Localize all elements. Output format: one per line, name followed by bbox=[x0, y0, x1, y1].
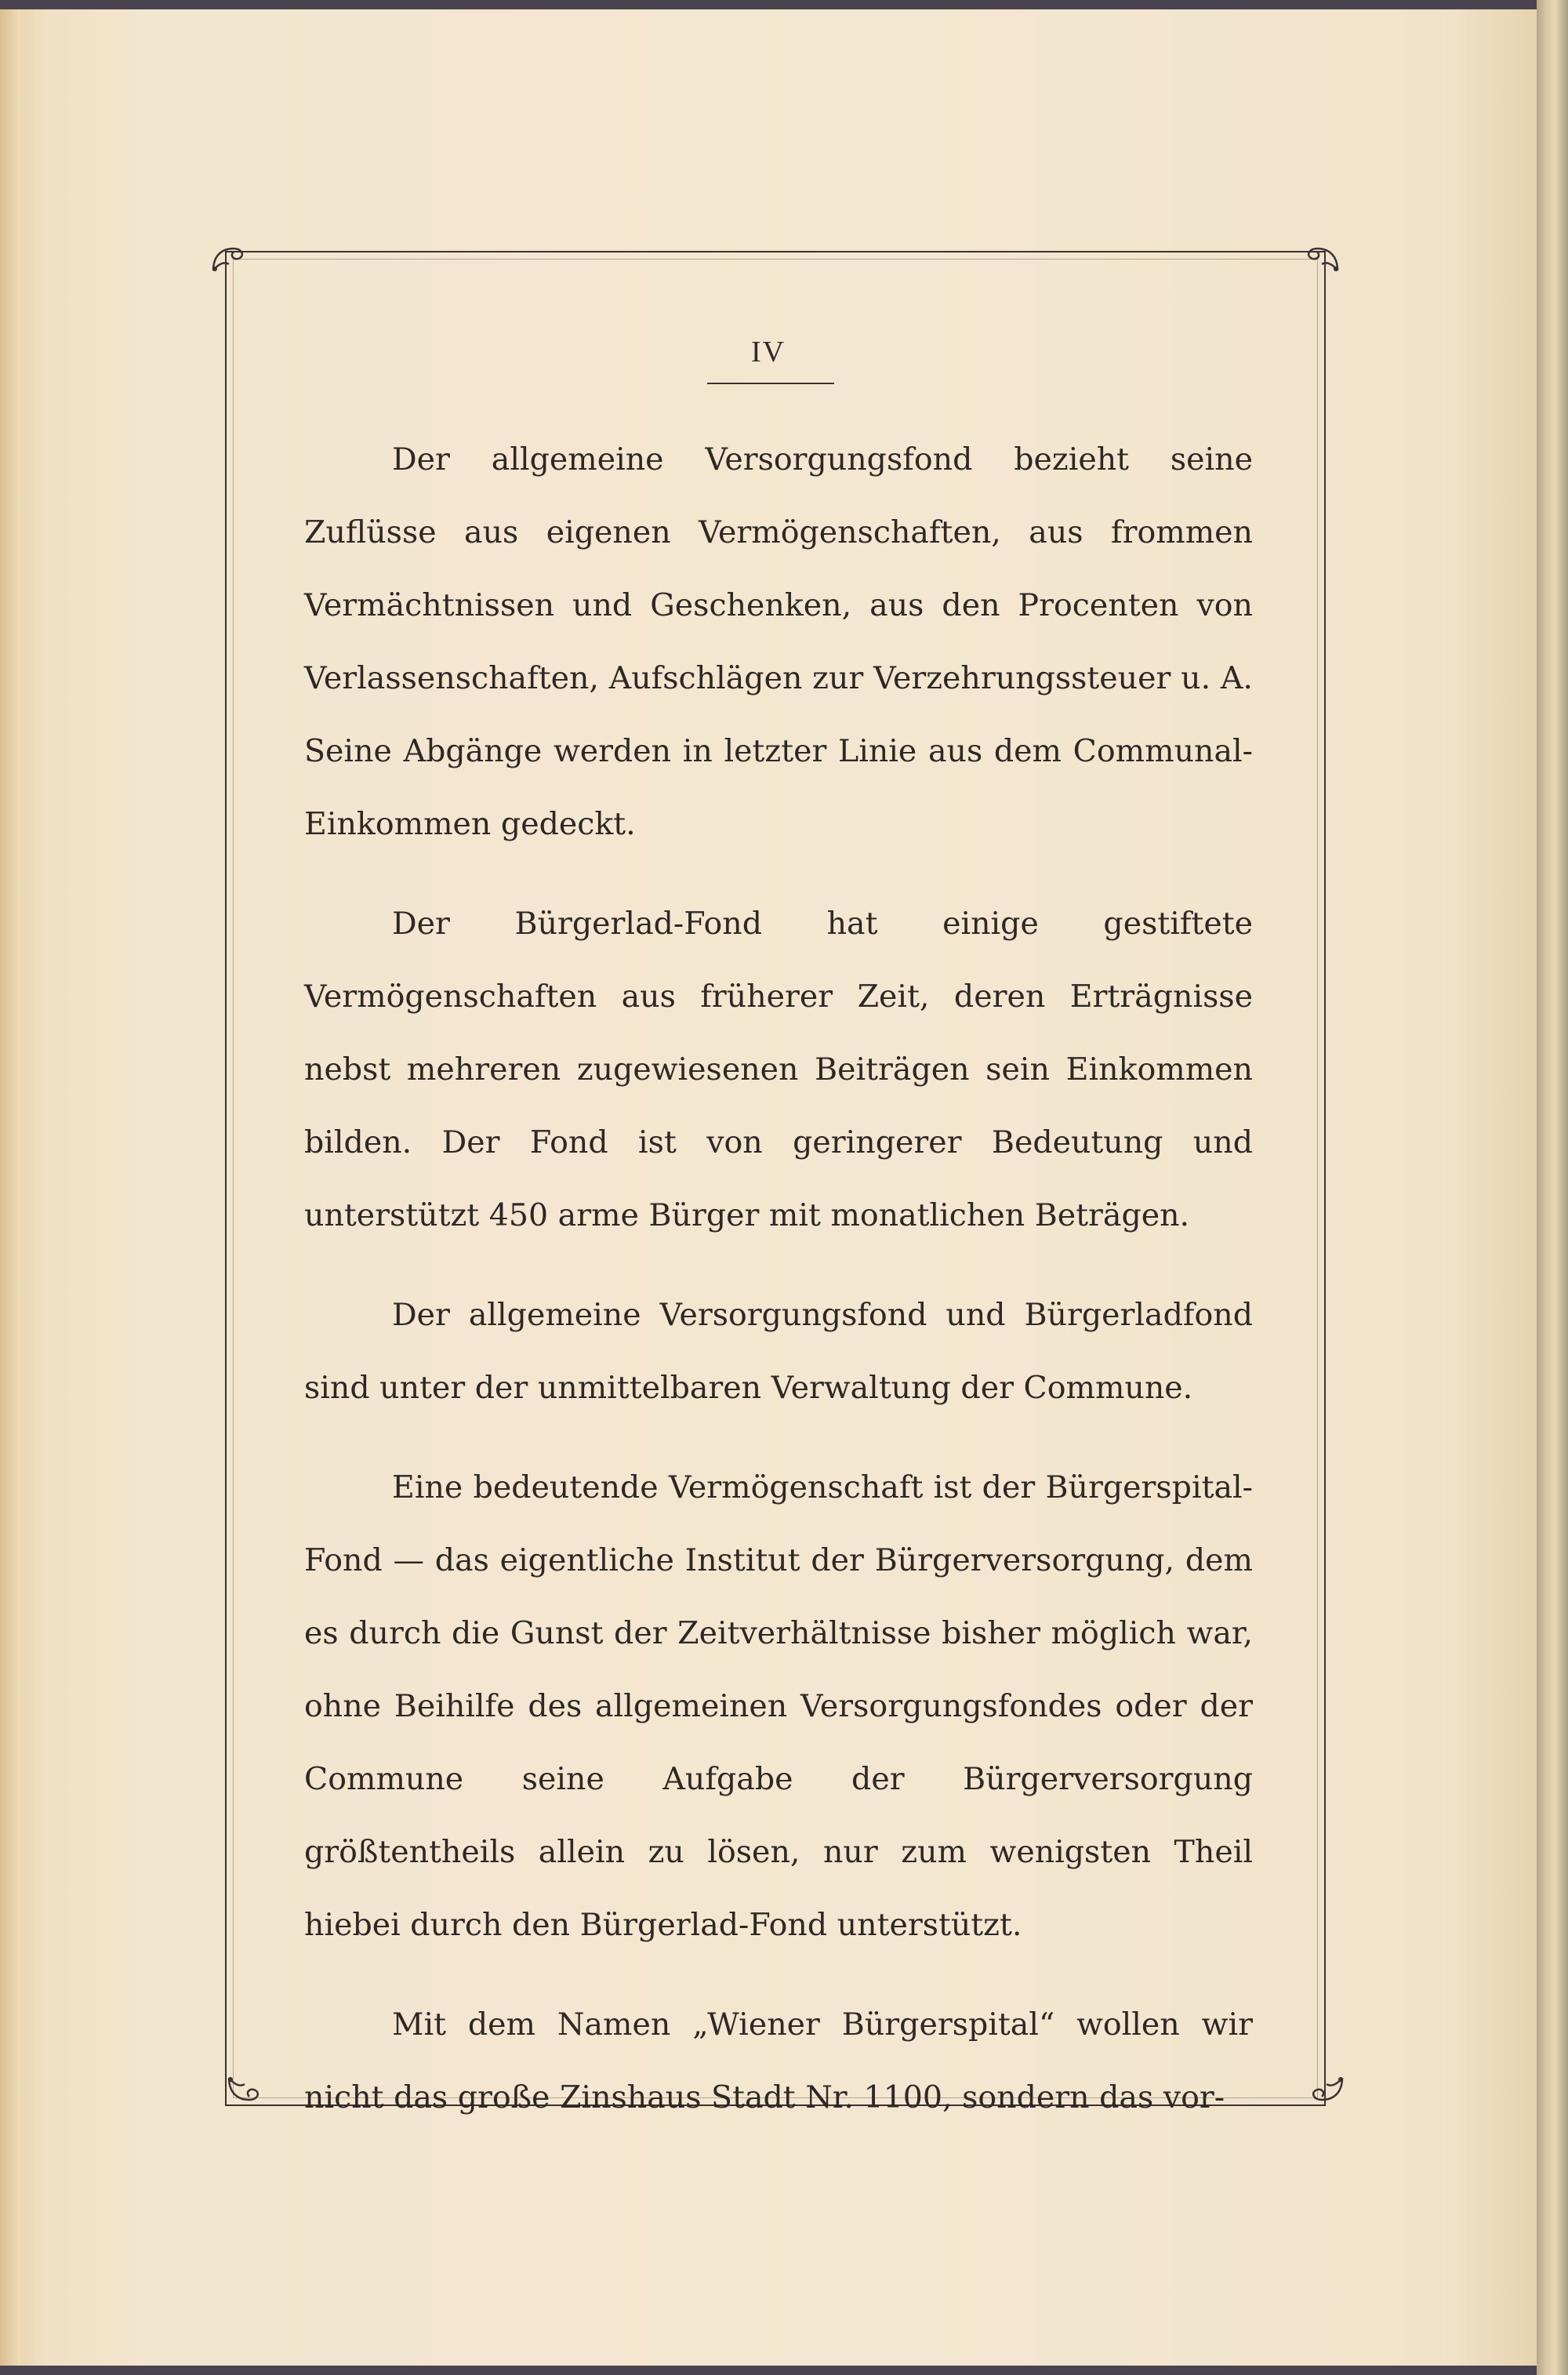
paragraph-verwaltung: Der allgemeine Versorgungsfond und Bürgerladfond sind unter der unmittelbaren Verwaltung der Commune. bbox=[304, 1297, 1253, 1406]
corner-ornament-top-left bbox=[205, 233, 251, 278]
corner-ornament-top-right bbox=[1300, 233, 1345, 278]
page-gutter-edge bbox=[0, 9, 20, 2366]
paragraph-versorgungsfond: Der allgemeine Versorgungsfond bezieht seine Zuflüsse aus eigenen Vermögenschaften, aus frommen Vermächtnissen und Geschenken, aus den Procenten von Verlassenschaften, Aufschlägen zur Verzehrungssteuer u. A. Seine Abgänge werden in letzter Linie aus dem Communal-Einkommen gedeckt. bbox=[304, 441, 1253, 842]
paragraph-buergerspital-name: Mit dem Namen „Wiener Bürgerspital“ wollen wir nicht das große Zinshaus Stadt Nr. 1100, sondern das vor- bbox=[304, 2006, 1253, 2115]
paragraph-buergerlad-fond: Der Bürgerlad-Fond hat einige gestiftete Vermögenschaften aus früherer Zeit, deren Erträgnisse nebst mehreren zugewiesenen Beiträgen sein Einkommen bilden. Der Fond ist von geringerer Bedeutung und unterstützt 450 arme Bürger mit monatlichen Beträgen. bbox=[304, 906, 1253, 1233]
book-spine-edge bbox=[1537, 0, 1568, 2375]
folio-rule bbox=[707, 383, 834, 384]
body-text bbox=[304, 423, 1253, 2134]
corner-ornament-bottom-right bbox=[1305, 2070, 1350, 2115]
book-page bbox=[0, 9, 1537, 2366]
corner-ornament-bottom-left bbox=[221, 2070, 267, 2115]
page-folio-number: IV bbox=[750, 336, 786, 369]
paragraph-buergerspital-fond: Eine bedeutende Vermögenschaft ist der Bürgerspital-Fond — das eigentliche Institut der Bürgerversorgung, dem es durch die Gunst der Zeitverhältnisse bisher möglich war, ohne Beihilfe des allgemeinen Versorgungsfondes oder der Commune seine Aufgabe der Bürgerversorgung größtentheils allein zu lösen, nur zum wenigsten Theil hiebei durch den Bürgerlad-Fond unterstützt. bbox=[304, 1469, 1253, 1943]
